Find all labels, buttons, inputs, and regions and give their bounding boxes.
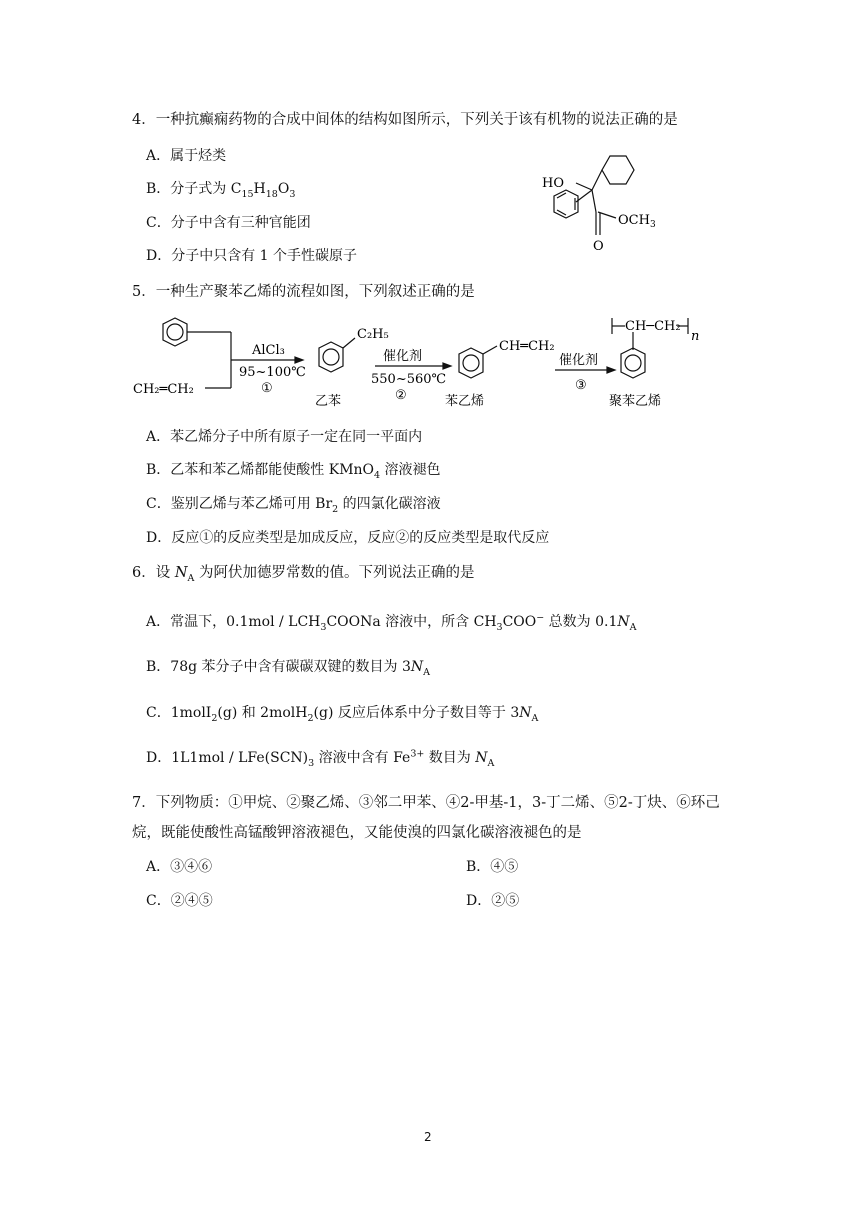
q5-step-2: ②: [395, 388, 407, 403]
q4-option-a: A．属于烃类: [146, 148, 227, 164]
q5-option-b: B．乙苯和苯乙烯都能使酸性 KMnO$_4$ 溶液褪色: [146, 462, 441, 481]
q6-option-a: A．常温下，$0.1mol / LCH_3COONa$ 溶液中，所含 $CH_3COO^-$ 总数为 $0.1N_A$: [146, 612, 637, 633]
q5-ethyl-group: C₂H₅: [357, 327, 389, 342]
q5-reaction-scheme: [125, 310, 725, 420]
q5-condition-1: 95~100℃: [239, 365, 306, 380]
q7-option-a: A．③④⑥: [146, 859, 213, 875]
q6-option-c: C．1molI$_2$(g) 和 2molH$_2$(g) 反应后体系中分子数目等于 $3N_A$: [146, 705, 539, 724]
q5-polymer-unit: CH─CH₂: [625, 319, 681, 334]
q5-ethylene: CH₂═CH₂: [133, 382, 194, 397]
q5-option-a: A．苯乙烯分子中所有原子一定在同一平面内: [146, 429, 423, 445]
page-number: 2: [424, 1130, 432, 1144]
q5-name-ethylbenzene: 乙苯: [315, 394, 342, 409]
q5-catalyst-3: 催化剂: [559, 353, 599, 368]
q5-option-d: D．反应①的反应类型是加成反应，反应②的反应类型是取代反应: [146, 530, 550, 546]
q4-option-d: D．分子中只含有 1 个手性碳原子: [146, 248, 358, 264]
q4-option-b: B．分子式为 $C_{15}H_{18}O_3$: [146, 181, 296, 200]
q4-option-c: C．分子中含有三种官能团: [146, 215, 311, 231]
q6-stem: 6．设 $N_A$ 为阿伏加德罗常数的值。下列说法正确的是: [132, 565, 475, 584]
q5-step-3: ③: [575, 378, 587, 393]
q5-name-polystyrene: 聚苯乙烯: [609, 394, 662, 409]
q5-name-styrene: 苯乙烯: [445, 394, 485, 409]
q5-option-c: C．鉴别乙烯与苯乙烯可用 $Br_2$ 的四氯化碳溶液: [146, 496, 441, 515]
q6-option-b: B．78g 苯分子中含有碳碳双键的数目为 $3N_A$: [146, 659, 430, 678]
q4-stem: 4．一种抗癫痫药物的合成中间体的结构如图所示，下列关于该有机物的说法正确的是: [132, 112, 678, 128]
q7-option-c: C．②④⑤: [146, 893, 213, 909]
q5-catalyst-2: 催化剂: [383, 349, 423, 364]
q7-stem-line2: 烷，既能使酸性高锰酸钾溶液褪色，又能使溴的四氯化碳溶液褪色的是: [132, 825, 582, 841]
q7-option-d: D．②⑤: [466, 893, 520, 909]
q5-condition-2: 550~560℃: [371, 372, 447, 387]
q5-polymer-n: n: [691, 329, 700, 344]
q6-option-d: D．$1L1mol / LFe(SCN)_3$ 溶液中含有 $Fe^{3+}$ 数目为 $N_A$: [146, 748, 495, 769]
q4-struct-och3: $OCH_3$: [618, 213, 656, 230]
q4-molecule-structure: [520, 150, 700, 260]
q4-struct-o: O: [593, 239, 604, 254]
q7-option-b: B．④⑤: [466, 859, 519, 875]
q5-step-1: ①: [261, 381, 273, 396]
q5-stem: 5．一种生产聚苯乙烯的流程如图，下列叙述正确的是: [132, 284, 475, 300]
q4-struct-ho: HO: [542, 176, 564, 191]
q7-stem-line1: 7．下列物质：①甲烷、②聚乙烯、③邻二甲苯、④2-甲基-1，3-丁二烯、⑤2-丁炔、⑥环己: [132, 795, 720, 811]
q5-reagent-alcl3: AlCl₃: [252, 343, 285, 358]
q5-vinyl-group: CH═CH₂: [499, 339, 555, 354]
